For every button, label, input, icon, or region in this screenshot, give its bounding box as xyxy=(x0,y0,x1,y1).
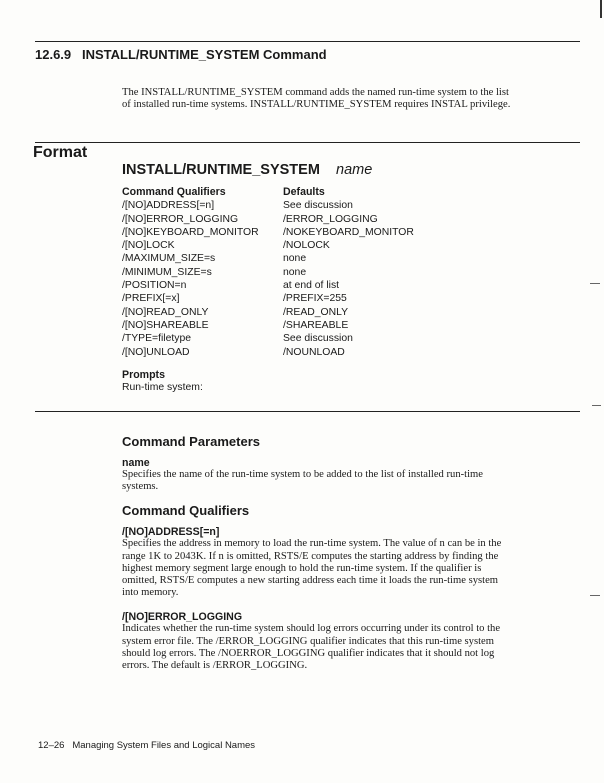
param-description: Specifies the name of the run-time system to be added to the list of installed run-time systems. xyxy=(122,469,483,493)
command-syntax xyxy=(122,162,372,178)
edge-mark xyxy=(600,0,602,18)
qualifier-default: /NOUNLOAD xyxy=(283,346,345,358)
qualifier-name: /PREFIX[=x] xyxy=(122,293,180,305)
qualifier-name: /MAXIMUM_SIZE=s xyxy=(122,253,216,265)
margin-mark xyxy=(592,405,601,406)
qualifier-name: /TYPE=filetype xyxy=(122,333,192,345)
qualifier-default: at end of list xyxy=(283,280,340,292)
parameters-rule xyxy=(35,411,580,412)
qualifier-default: /SHAREABLE xyxy=(283,319,349,331)
qualifier-default: /READ_ONLY xyxy=(283,306,349,318)
qualifier-description: Specifies the address in memory to load the run-time system. The value of n can be in the range 1K to 2043K. If n is omitted, RSTS/E computes the starting address by finding the highest memory segment large enough to hold the run-time system. If the qualifier is omitted, RSTS/E computes a new starting address each time it loads the run-time system into memory. xyxy=(122,538,502,599)
format-heading: Format xyxy=(33,144,88,161)
footer-page-number: 12–26 xyxy=(38,740,65,751)
intro-paragraph: The INSTALL/RUNTIME_SYSTEM command adds the named run-time system to the list of installed run-time systems. INSTALL/RUNTIME_SYSTEM requires INSTAL privilege. xyxy=(122,87,511,111)
qualifier-description: Indicates whether the run-time system should log errors occurring under its control to the system error file. The /ERROR_LOGGING qualifier indicates that this run-time system should log errors. The /NOERROR_LOGGING qualifier indicates that it should not log errors. The default is /ERROR_LOGGING. xyxy=(122,623,501,672)
param-term: name xyxy=(122,457,150,469)
footer-title: Managing System Files and Logical Names xyxy=(72,740,256,751)
qualifier-name: /[NO]ERROR_LOGGING xyxy=(122,213,239,225)
margin-mark xyxy=(590,283,600,284)
qualifier-term: /[NO]ADDRESS[=n] xyxy=(122,526,220,539)
format-rule xyxy=(35,142,580,143)
qualifier-row xyxy=(122,252,442,265)
qualifier-default: /ERROR_LOGGING xyxy=(283,213,378,225)
top-rule xyxy=(35,41,580,42)
qualifier-row xyxy=(122,332,442,345)
body-content xyxy=(122,434,517,684)
qualifier-entry xyxy=(122,611,517,672)
qualifier-name: /[NO]ADDRESS[=n] xyxy=(122,200,215,212)
qualifier-default: See discussion xyxy=(283,333,353,345)
qualifier-row xyxy=(122,266,442,279)
qualifier-name: /[NO]KEYBOARD_MONITOR xyxy=(122,226,259,238)
defaults-header: Defaults xyxy=(283,186,325,198)
qualifier-row xyxy=(122,319,442,332)
qualifier-row xyxy=(122,346,442,359)
section-title: INSTALL/RUNTIME_SYSTEM Command xyxy=(82,47,327,62)
parameters-heading: Command Parameters xyxy=(122,434,260,449)
qualifier-name: /MINIMUM_SIZE=s xyxy=(122,266,212,278)
qualifier-default: /PREFIX=255 xyxy=(283,293,347,305)
qualifier-row xyxy=(122,279,442,292)
qualifier-row xyxy=(122,306,442,319)
qualifier-name: /[NO]SHAREABLE xyxy=(122,319,209,331)
qualifiers-heading: Command Qualifiers xyxy=(122,503,250,519)
command-param: name xyxy=(336,162,373,178)
qualifier-default: /NOKEYBOARD_MONITOR xyxy=(283,226,414,238)
margin-mark xyxy=(590,595,600,596)
qualifier-default: none xyxy=(283,253,307,265)
section-number: 12.6.9 xyxy=(35,47,72,62)
qualifiers-table-header xyxy=(122,186,442,199)
qualifiers-table xyxy=(122,186,442,394)
qualifiers-header: Command Qualifiers xyxy=(122,186,226,198)
prompt-text: Run-time system: xyxy=(122,381,203,393)
page-footer xyxy=(38,740,255,751)
qualifier-default: See discussion xyxy=(283,200,353,212)
qualifier-name: /POSITION=n xyxy=(122,280,187,292)
qualifier-name: /[NO]READ_ONLY xyxy=(122,306,209,318)
qualifier-entry xyxy=(122,526,517,599)
qualifier-name: /[NO]LOCK xyxy=(122,240,175,252)
prompts-header: Prompts xyxy=(122,368,165,381)
qualifier-row xyxy=(122,199,442,212)
qualifier-row xyxy=(122,213,442,226)
qualifier-row xyxy=(122,239,442,252)
qualifier-name: /[NO]UNLOAD xyxy=(122,346,190,358)
command-name: INSTALL/RUNTIME_SYSTEM xyxy=(122,162,320,178)
qualifier-term: /[NO]ERROR_LOGGING xyxy=(122,611,243,624)
qualifier-default: none xyxy=(283,266,307,278)
qualifier-row xyxy=(122,226,442,239)
qualifier-row xyxy=(122,292,442,305)
section-heading xyxy=(35,47,327,62)
qualifier-default: /NOLOCK xyxy=(283,240,330,252)
